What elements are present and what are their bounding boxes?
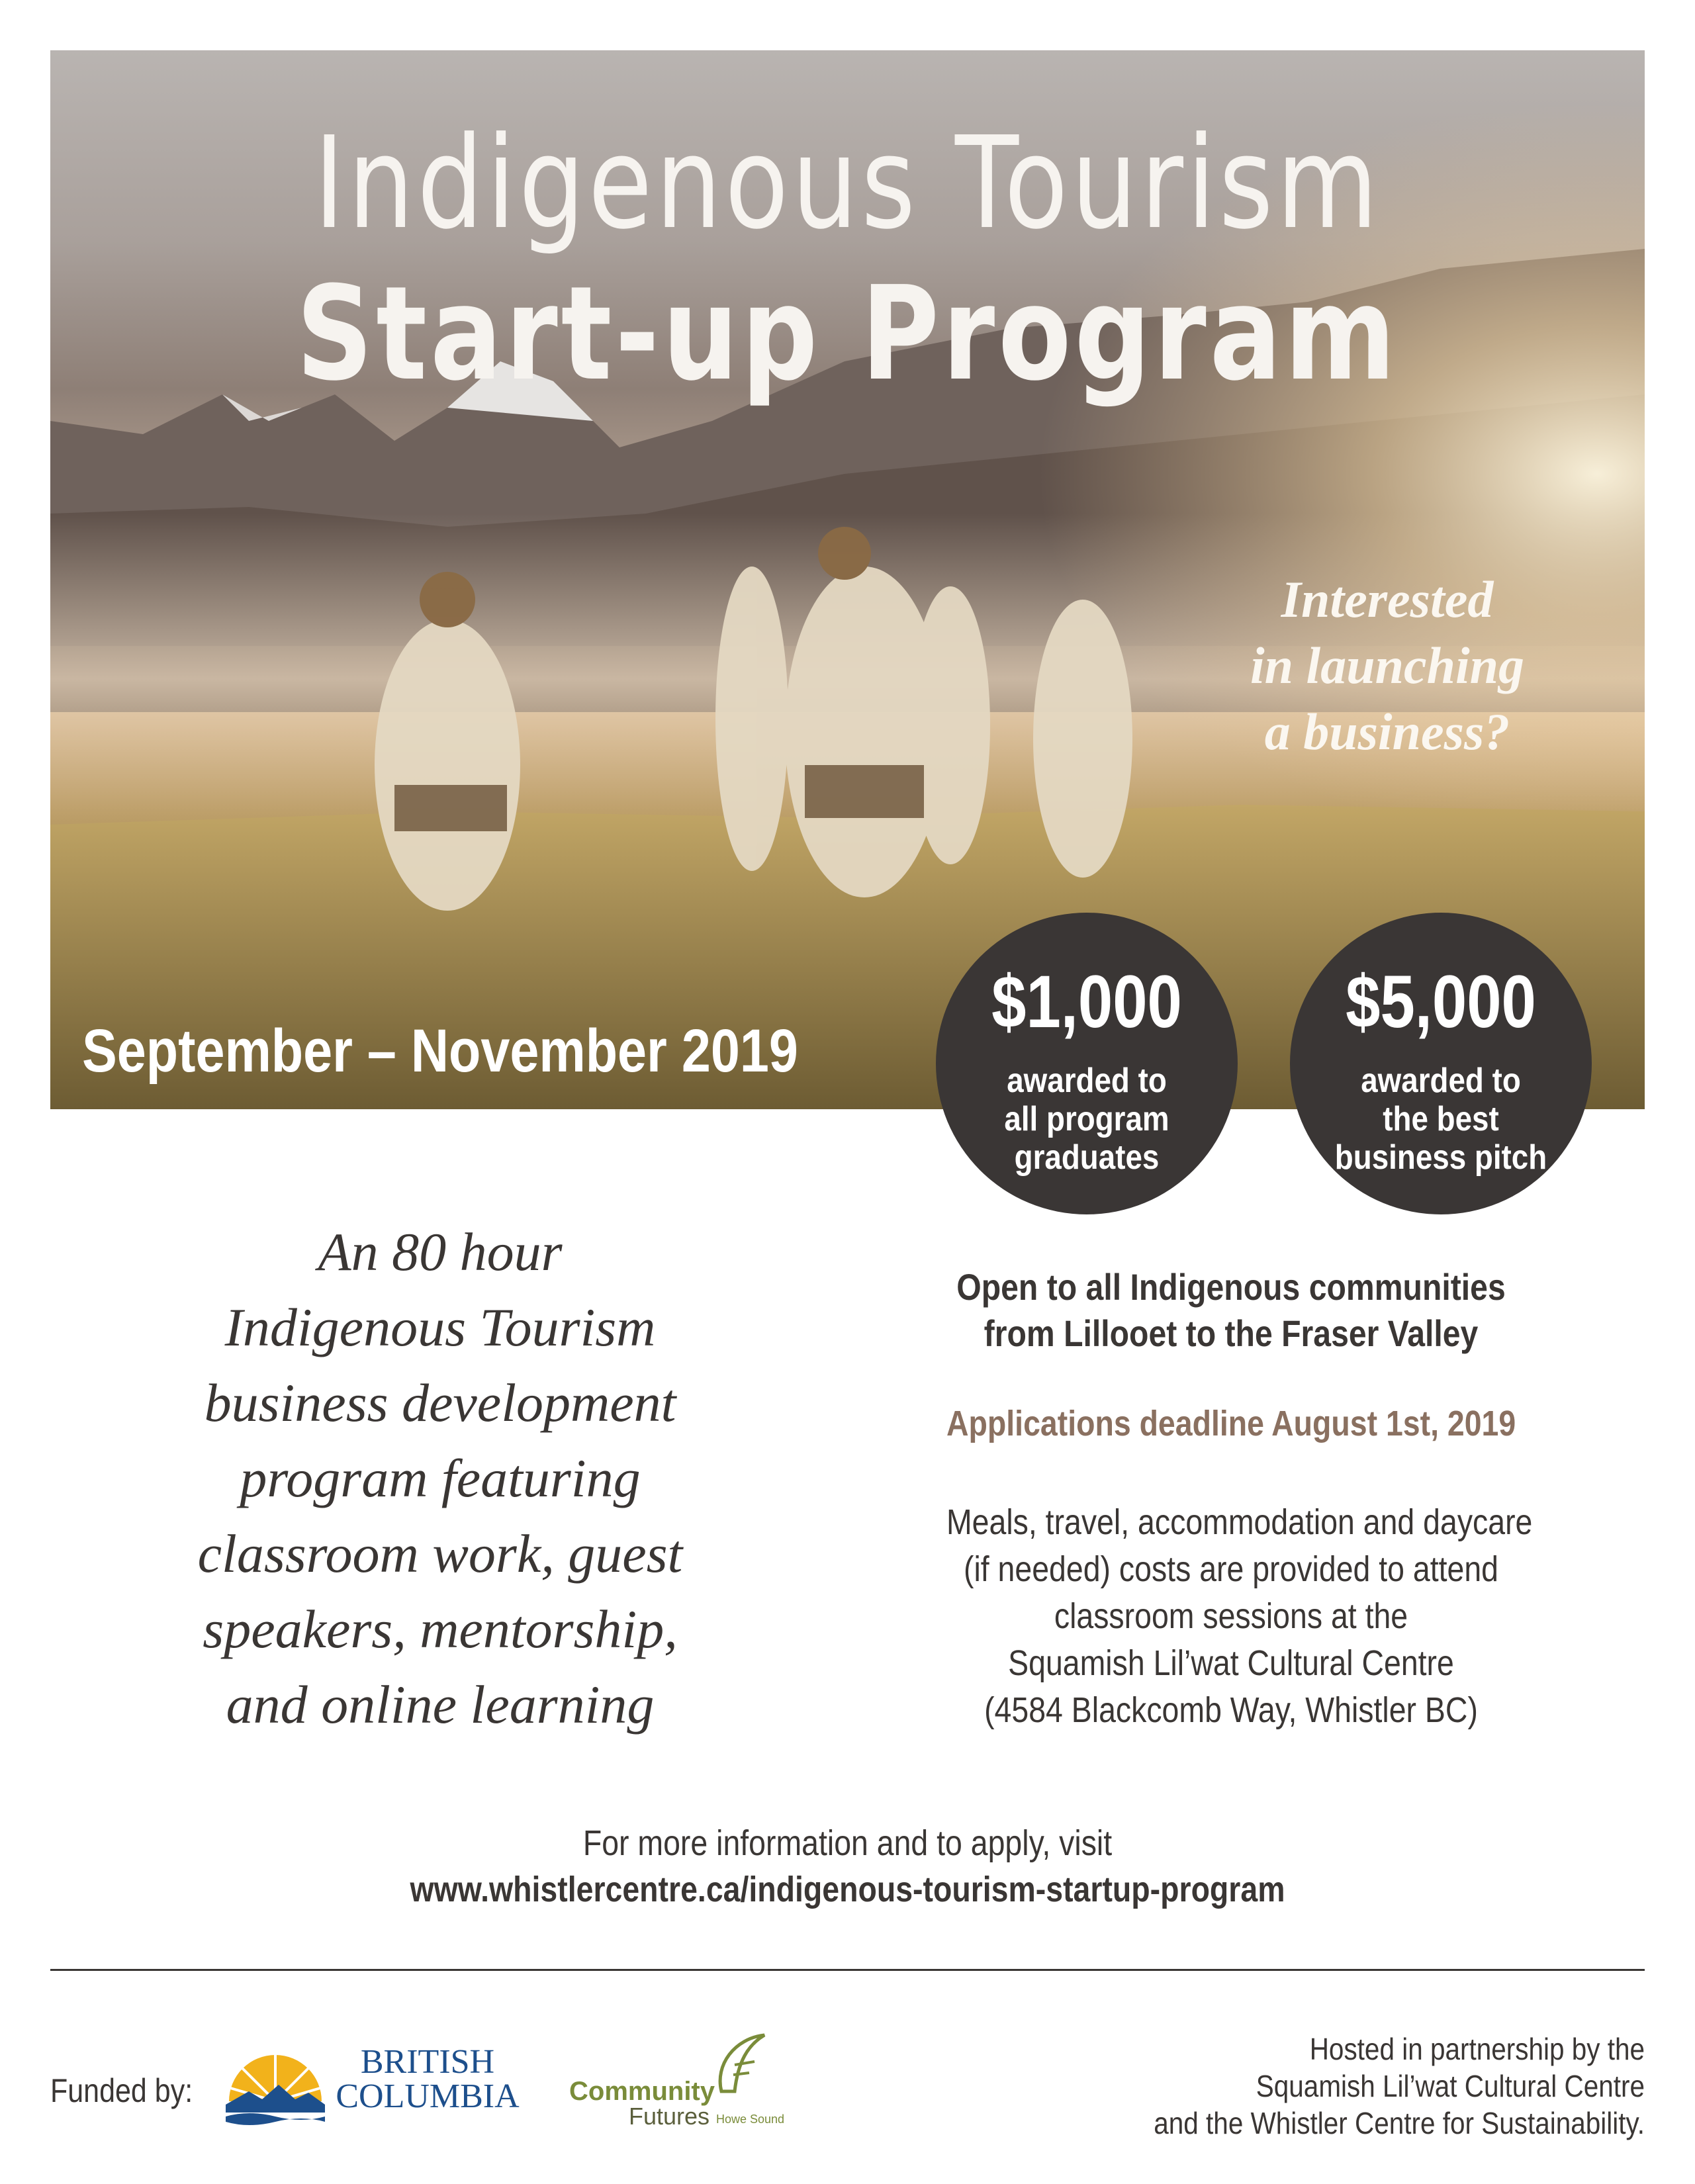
description-line: program featuring <box>240 1448 641 1508</box>
prize-desc-line: business pitch <box>1334 1138 1547 1177</box>
title-line-1: Indigenous Tourism <box>314 110 1381 257</box>
costs-line: classroom sessions at the <box>1054 1596 1408 1636</box>
tagline-line: in launching <box>1250 637 1525 694</box>
cf-wordmark-sub: Futures <box>629 2103 710 2130</box>
costs-line: (if needed) costs are provided to attend <box>963 1549 1499 1589</box>
prize-circle-pitch <box>1290 913 1592 1214</box>
eligibility-line: from Lillooet to the Fraser Valley <box>984 1312 1479 1354</box>
description-line: An 80 hour <box>318 1222 563 1282</box>
prize-amount: $5,000 <box>1346 960 1536 1043</box>
prize-desc-line: the best <box>1383 1100 1499 1138</box>
prize-desc-line: all program <box>1004 1100 1169 1138</box>
deadline-text: Applications deadline August 1st, 2019 <box>946 1404 1516 1443</box>
bc-wordmark <box>328 2045 527 2114</box>
tagline-line: Interested <box>1281 570 1494 628</box>
prize-desc-line: awarded to <box>1007 1062 1167 1100</box>
bc-sun-icon <box>222 2038 328 2138</box>
description-line: Indigenous Tourism <box>224 1297 656 1357</box>
hosted-line: Squamish Lil’wat Cultural Centre <box>1256 2069 1645 2103</box>
prize-description <box>1308 1062 1573 1177</box>
application-deadline <box>900 1403 1562 1444</box>
footer-divider <box>50 1969 1645 1971</box>
eligibility-line: Open to all Indigenous communities <box>956 1266 1506 1308</box>
prize-desc-line: graduates <box>1014 1138 1160 1177</box>
british-columbia-logo <box>222 2038 527 2138</box>
costs-line: Meals, travel, accommodation and daycare <box>946 1502 1533 1542</box>
cf-leaf-icon <box>708 2032 768 2098</box>
costs-line: Squamish Lil’wat Cultural Centre <box>1008 1643 1454 1683</box>
description-line: speakers, mentorship, <box>203 1599 678 1659</box>
costs-provided <box>900 1499 1562 1734</box>
funded-by-label: Funded by: <box>50 2072 193 2109</box>
tagline <box>1215 567 1559 765</box>
hosted-line: Hosted in partnership by the <box>1309 2032 1645 2066</box>
cf-wordmark-region: Howe Sound <box>716 2113 785 2126</box>
eligibility-text <box>900 1264 1562 1357</box>
description-line: business development <box>204 1373 676 1433</box>
prize-circle-graduates <box>936 913 1238 1214</box>
description-line: classroom work, guest <box>197 1524 683 1584</box>
costs-line: (4584 Blackcomb Way, Whistler BC) <box>984 1690 1478 1730</box>
program-description <box>152 1214 728 1743</box>
cf-wordmark-main: Community <box>569 2077 715 2106</box>
bc-wordmark-line: BRITISH <box>360 2043 495 2081</box>
bc-wordmark-line: COLUMBIA <box>336 2077 520 2115</box>
description-line: and online learning <box>226 1674 655 1735</box>
prize-amount: $1,000 <box>991 960 1182 1043</box>
tagline-line: a business? <box>1264 703 1510 760</box>
hosted-by <box>1049 2030 1645 2142</box>
community-futures-logo <box>569 2032 794 2131</box>
title-line-2: Start-up Program <box>296 259 1399 410</box>
more-info <box>0 1820 1695 1913</box>
prize-description <box>954 1062 1219 1177</box>
program-url-link[interactable]: www.whistlercentre.ca/indigenous-tourism-startup-program <box>410 1870 1285 1909</box>
prize-desc-line: awarded to <box>1361 1062 1521 1100</box>
info-line: For more information and to apply, visit <box>582 1823 1113 1863</box>
program-dates: September – November 2019 <box>82 1017 798 1085</box>
hosted-line: and the Whistler Centre for Sustainability. <box>1154 2106 1645 2140</box>
